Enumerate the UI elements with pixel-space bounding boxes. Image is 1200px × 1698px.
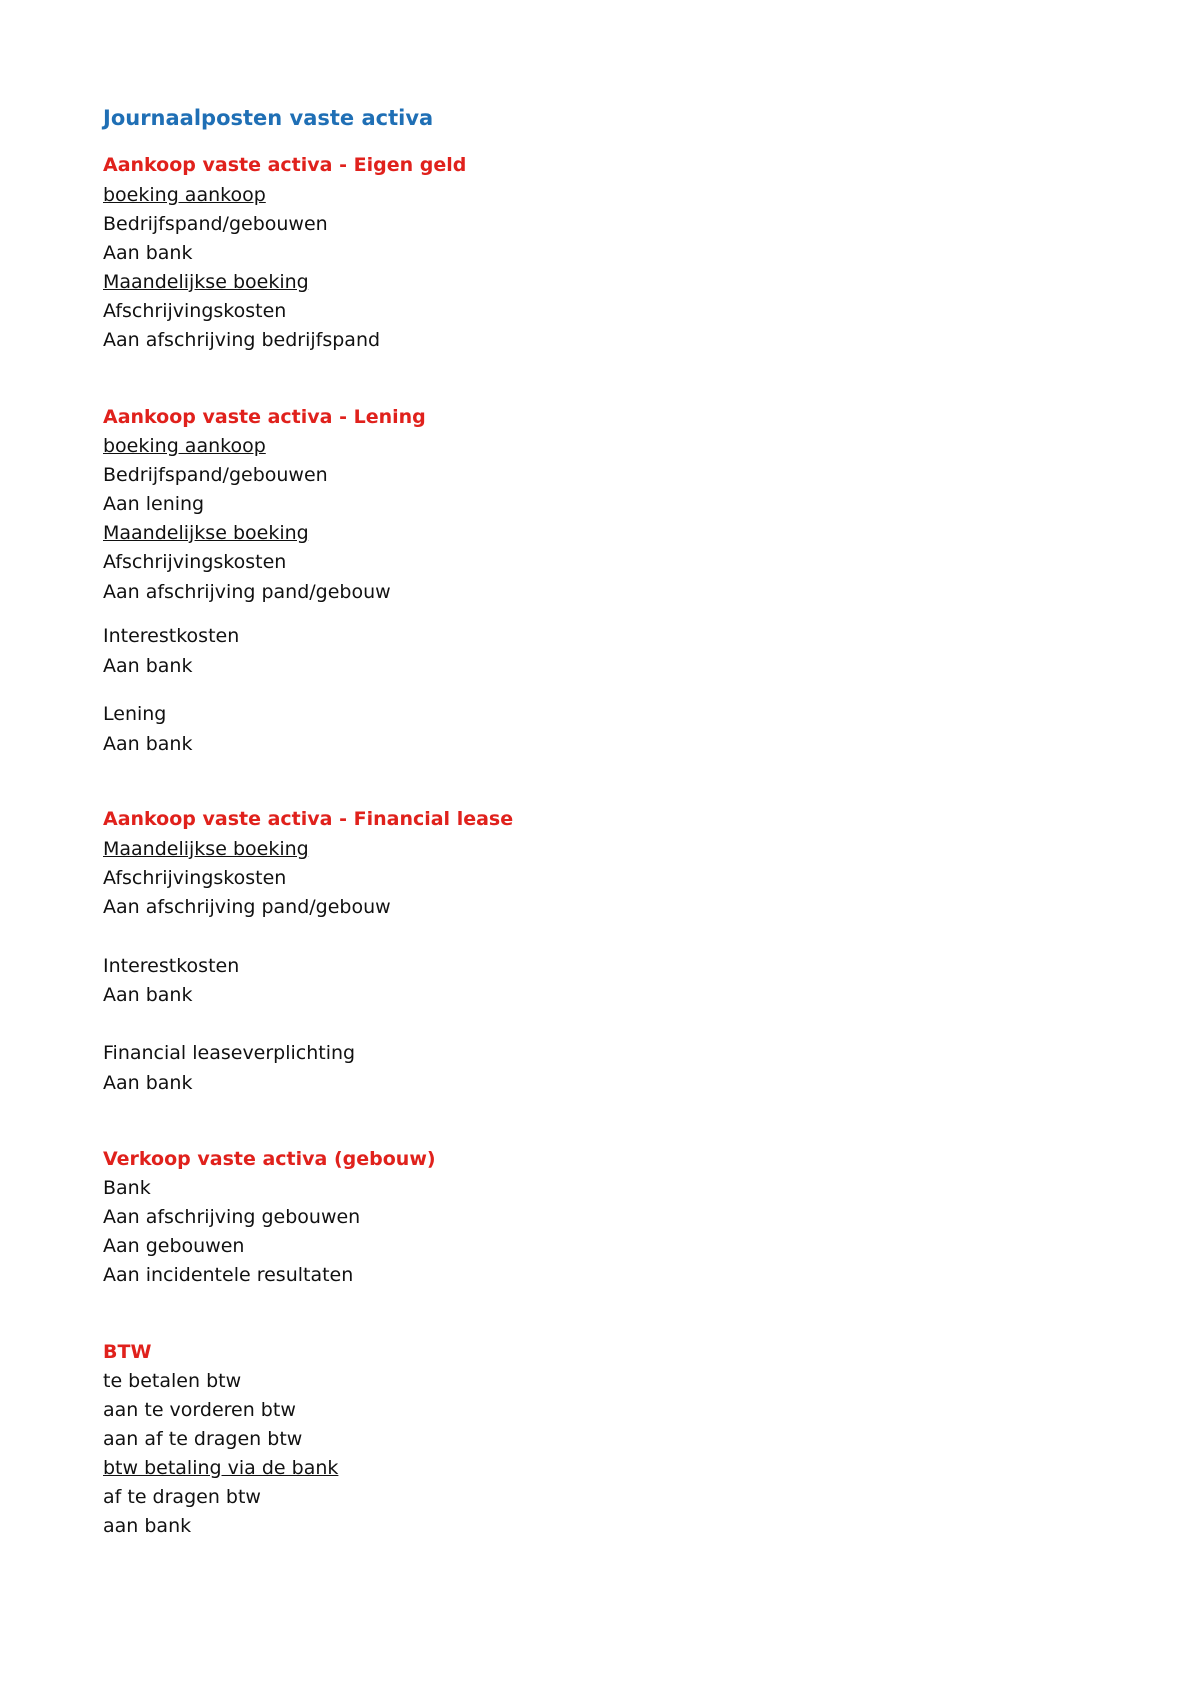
- journal-line: Aan afschrijving pand/gebouw: [103, 896, 391, 918]
- journal-line: Aan bank: [103, 733, 193, 755]
- journal-line: aan bank: [103, 1515, 192, 1537]
- section-heading-btw: BTW: [103, 1341, 152, 1363]
- subheading-boeking-aankoop: boeking aankoop: [103, 184, 266, 206]
- subheading-boeking-aankoop: boeking aankoop: [103, 435, 266, 457]
- journal-line: Afschrijvingskosten: [103, 300, 287, 322]
- subheading-maandelijkse-boeking: Maandelijkse boeking: [103, 522, 309, 544]
- journal-line: Financial leaseverplichting: [103, 1042, 356, 1064]
- subheading-maandelijkse-boeking: Maandelijkse boeking: [103, 271, 309, 293]
- subheading-maandelijkse-boeking: Maandelijkse boeking: [103, 838, 309, 860]
- journal-line: Aan bank: [103, 655, 193, 677]
- journal-line: Interestkosten: [103, 625, 240, 647]
- section-heading-financial-lease: Aankoop vaste activa - Financial lease: [103, 808, 514, 830]
- section-heading-lening: Aankoop vaste activa - Lening: [103, 406, 426, 428]
- journal-line: Afschrijvingskosten: [103, 551, 287, 573]
- journal-line: Aan incidentele resultaten: [103, 1264, 354, 1286]
- journal-line: Bank: [103, 1177, 151, 1199]
- journal-line: Aan bank: [103, 242, 193, 264]
- journal-line: Aan lening: [103, 493, 205, 515]
- section-heading-eigen-geld: Aankoop vaste activa - Eigen geld: [103, 154, 467, 176]
- journal-line: Aan afschrijving pand/gebouw: [103, 581, 391, 603]
- subheading-btw-betaling: btw betaling via de bank: [103, 1457, 339, 1479]
- journal-line: Afschrijvingskosten: [103, 867, 287, 889]
- journal-line: Bedrijfspand/gebouwen: [103, 464, 328, 486]
- journal-line: Aan bank: [103, 1072, 193, 1094]
- journal-line: Interestkosten: [103, 955, 240, 977]
- journal-line: te betalen btw: [103, 1370, 242, 1392]
- journal-line: Bedrijfspand/gebouwen: [103, 213, 328, 235]
- journal-line: aan af te dragen btw: [103, 1428, 303, 1450]
- journal-line: af te dragen btw: [103, 1486, 261, 1508]
- journal-line: Aan bank: [103, 984, 193, 1006]
- journal-line: Lening: [103, 703, 167, 725]
- journal-line: Aan afschrijving gebouwen: [103, 1206, 361, 1228]
- page-title: Journaalposten vaste activa: [103, 106, 434, 130]
- journal-line: Aan gebouwen: [103, 1235, 245, 1257]
- journal-line: Aan afschrijving bedrijfspand: [103, 329, 381, 351]
- journal-line: aan te vorderen btw: [103, 1399, 296, 1421]
- section-heading-verkoop: Verkoop vaste activa (gebouw): [103, 1148, 436, 1170]
